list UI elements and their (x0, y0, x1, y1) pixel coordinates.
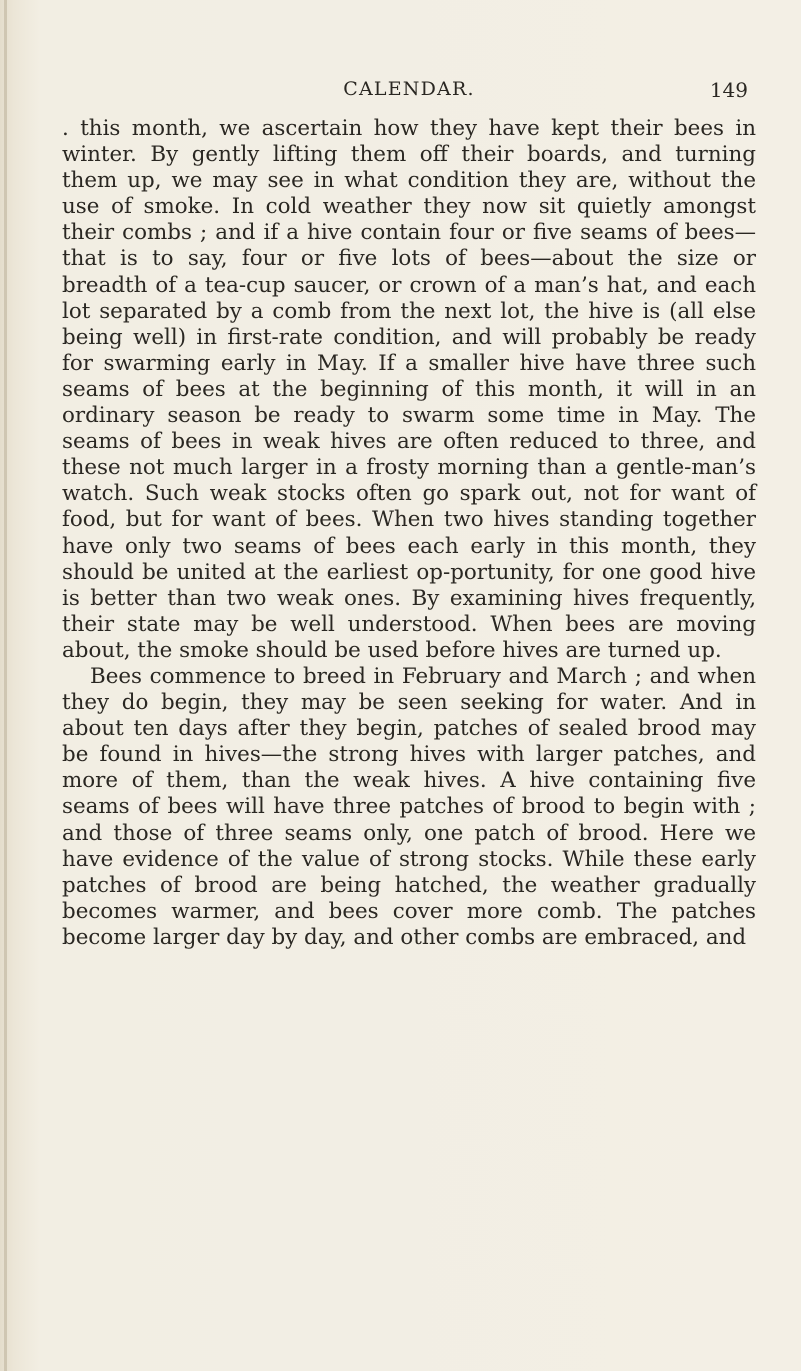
body-text (62, 116, 756, 951)
running-title: CALENDAR. (343, 78, 475, 100)
page-header (62, 78, 756, 106)
paragraph: . this month, we ascertain how they have kept their bees in winter. By gently lifting them off their boards, and turning them up, we may see in what condition they are, without the use of smoke. In cold weather they now sit quietly amongst their combs ; and if a hive contain four or five seams of bees—that is to say, four or five lots of bees—about the size or breadth of a tea-cup saucer, or crown of a man’s hat, and each lot separated by a comb from the next lot, the hive is (all else being well) in first-rate condition, and will probably be ready for swarming early in May. If a smaller hive have three such seams of bees at the beginning of this month, it will in an ordinary season be ready to swarm some time in May. The seams of bees in weak hives are often reduced to three, and these not much larger in a frosty morning than a gentle-man’s watch. Such weak stocks often go spark out, not for want of food, but for want of bees. When two hives standing together have only two seams of bees each early in this month, they should be united at the earliest op-portunity, for one good hive is better than two weak ones. By examining hives frequently, their state may be well understood. When bees are moving about, the smoke should be used before hives are turned up. (62, 116, 756, 663)
paragraph: Bees commence to breed in February and March ; and when they do begin, they may be seen seeking for water. And in about ten days after they begin, patches of sealed brood may be found in hives—the strong hives with larger patches, and more of them, than the weak hives. A hive containing five seams of bees will have three patches of brood to begin with ; and those of three seams only, one patch of brood. Here we have evidence of the value of strong stocks. While these early patches of brood are being hatched, the weather gradually becomes warmer, and bees cover more comb. The patches become larger day by day, and other combs are embraced, and (62, 663, 756, 950)
page-binding-edge (4, 0, 7, 1371)
page-number: 149 (709, 78, 748, 102)
